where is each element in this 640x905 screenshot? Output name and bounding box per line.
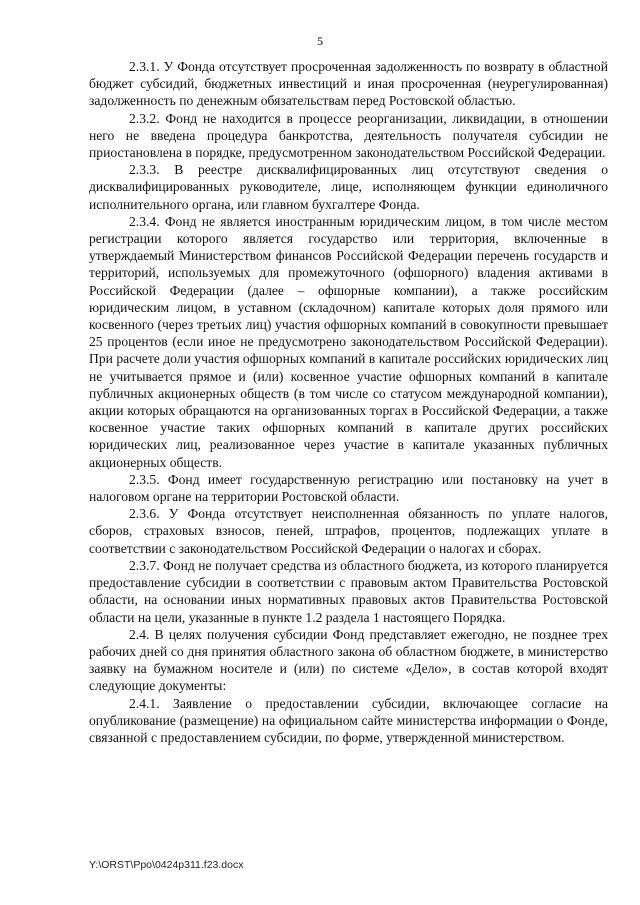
paragraph-2-3-2: 2.3.2. Фонд не находится в процессе реорганизации, ликвидации, в отношении него не введена процедура банкротства, деятельность получателя субсидии не приостановлена в порядке, предусмотренном законодательством Российской Федерации. [89,110,608,161]
paragraph-2-3-7: 2.3.7. Фонд не получает средства из областного бюджета, из которого планируется предоставление субсидии в соответствии с правовым актом Правительства Ростовской области, на основании иных нормативных правовых актов Правительства Ростовской области на цели, указанные в пункте 1.2 раздела 1 настоящего Порядка. [89,557,608,625]
paragraph-2-4-1: 2.4.1. Заявление о предоставлении субсидии, включающее согласие на опубликование (размещение) на официальном сайте министерства информации о Фонде, связанной с предоставлением субсидии, по форме, утвержденной министерством. [89,695,608,745]
paragraph-2-3-1: 2.3.1. У Фонда отсутствует просроченная задолженность по возврату в областной бюджет субсидий, бюджетных инвестиций и иная просроченная (неурегулированная) задолженность по денежным обязательствам перед Ростовской областью. [89,59,608,109]
paragraph-2-3-5: 2.3.5. Фонд имеет государственную регистрацию или постановку на учет в налоговом органе на территории Ростовской области. [89,471,608,505]
paragraph-2-4: 2.4. В целях получения субсидии Фонд представляет ежегодно, не позднее трех рабочих дней со дня принятия областного закона об областном бюджете, в министерство заявку на бумажном носителе и (или) по системе «Дело», в состав которой входят следующие документы: [89,626,608,694]
file-path-footer: Y:\ORST\Ppo\0424p311.f23.docx [89,859,244,871]
paragraph-2-3-4: 2.3.4. Фонд не является иностранным юридическим лицом, в том числе местом регистрации которого является государство или территория, включенные в утверждаемый Министерством финансов Российской Федерации перечень государств и территорий, используемых для промежуточного (офшорного) владения активами в Российской Федерации (далее – офшорные компании), а также российским юридическим лицом, в уставном (складочном) капитале которых доля прямого или косвенного (через третьих лиц) участия офшорных компаний в совокупности превышает 25 процентов (если иное не предусмотрено законодательством Российской Федерации). При расчете доли участия офшорных компаний в капитале российских юридических лиц не учитывается прямое и (или) косвенное участие офшорных компаний в капитале публичных акционерных обществ (в том числе со статусом международной компании), акции которых обращаются на организованных торгах в Российской Федерации, а также косвенное участие таких офшорных компаний в капитале других российских юридических лиц, реализованное через участие в капитале указанных публичных акционерных обществ. [89,213,608,470]
document-body [89,58,608,746]
page-number: 5 [317,34,323,48]
paragraph-2-3-3: 2.3.3. В реестре дисквалифицированных лиц отсутствуют сведения о дисквалифицированных руководителе, лице, исполняющем функции единоличного исполнительного органа, или главном бухгалтере Фонда. [89,162,608,212]
paragraph-2-3-6: 2.3.6. У Фонда отсутствует неисполненная обязанность по уплате налогов, сборов, страховых взносов, пеней, штрафов, процентов, подлежащих уплате в соответствии с законодательством Российской Федерации о налогах и сборах. [89,506,608,556]
